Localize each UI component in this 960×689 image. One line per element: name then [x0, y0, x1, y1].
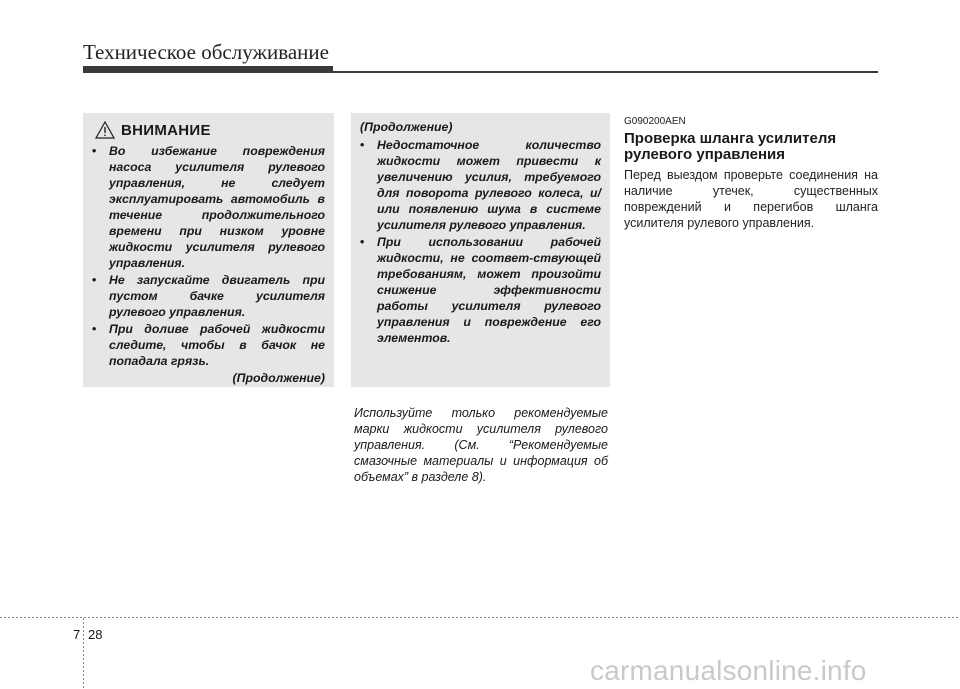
header-rule-thick	[83, 66, 333, 73]
recommendation-paragraph: Используйте только рекомендуемые марки жидкости усилителя рулевого управления. (См. “Рекомендуемые смазочные материалы и информация об объемах” в разделе 8).	[354, 406, 608, 484]
warning-continued-box	[351, 113, 610, 387]
warning-item: • Недостаточное количество жидкости может привести к увеличению усилия, требуемого для поворота рулевого колеса, и/или появлению шума в системе усилителя рулевого управления.	[360, 138, 601, 232]
warning-item-text: Не запускайте двигатель при пустом бачке усилителя рулевого управления.	[109, 273, 325, 319]
footer-vertical-divider	[83, 618, 84, 689]
page-number: 28	[88, 627, 103, 642]
continued-label: (Продолжение)	[360, 120, 453, 134]
warning-box	[83, 113, 334, 387]
warning-item: • При использовании рабочей жидкости, не соответ-ствующей требованиям, может произойти снижение эффективности работы усилителя рулевого управления и повреждение его элементов.	[360, 235, 601, 345]
watermark: carmanualsonline.info	[590, 655, 867, 686]
section-title: Проверка шланга усилителя рулевого управления	[624, 130, 837, 163]
footer-divider	[0, 617, 960, 618]
page-header-title: Техническое обслуживание	[83, 40, 329, 64]
continued-label: (Продолжение)	[232, 371, 325, 385]
warning-item-text: При использовании рабочей жидкости, не соответ-ствующей требованиям, может произойти снижение эффективности работы усилителя рулевого управления и повреждение его элементов.	[377, 235, 601, 345]
chapter-number: 7	[73, 627, 81, 642]
warning-item-text: Недостаточное количество жидкости может привести к увеличению усилия, требуемого для поворота рулевого колеса, и/или появлению шума в системе усилителя рулевого управления.	[377, 138, 601, 232]
warning-triangle-icon	[95, 121, 115, 139]
warning-item: • При доливе рабочей жидкости следите, чтобы в бачок не попадала грязь.	[92, 322, 325, 368]
warning-heading-text: ВНИМАНИЕ	[121, 121, 211, 139]
warning-item-text: Во избежание повреждения насоса усилителя рулевого управления, не следует эксплуатировать автомобиль в течение продолжительного времени при низком уровне жидкости усилителя рулевого управления.	[109, 144, 325, 270]
warning-item: • Не запускайте двигатель при пустом бачке усилителя рулевого управления.	[92, 273, 325, 319]
warning-item: • Во избежание повреждения насоса усилителя рулевого управления, не следует эксплуатировать автомобиль в течение продолжительного времени при низком уровне жидкости усилителя рулевого управления.	[92, 144, 325, 270]
header-rule-thin	[333, 71, 878, 73]
warning-item-text: При доливе рабочей жидкости следите, чтобы в бачок не попадала грязь.	[109, 322, 325, 368]
warning-heading	[92, 119, 325, 141]
section-code: G090200AEN	[624, 116, 686, 127]
section-body: Перед выездом проверьте соединения на наличие утечек, существенных повреждений и перегибов шланга усилителя рулевого управления.	[624, 168, 878, 230]
